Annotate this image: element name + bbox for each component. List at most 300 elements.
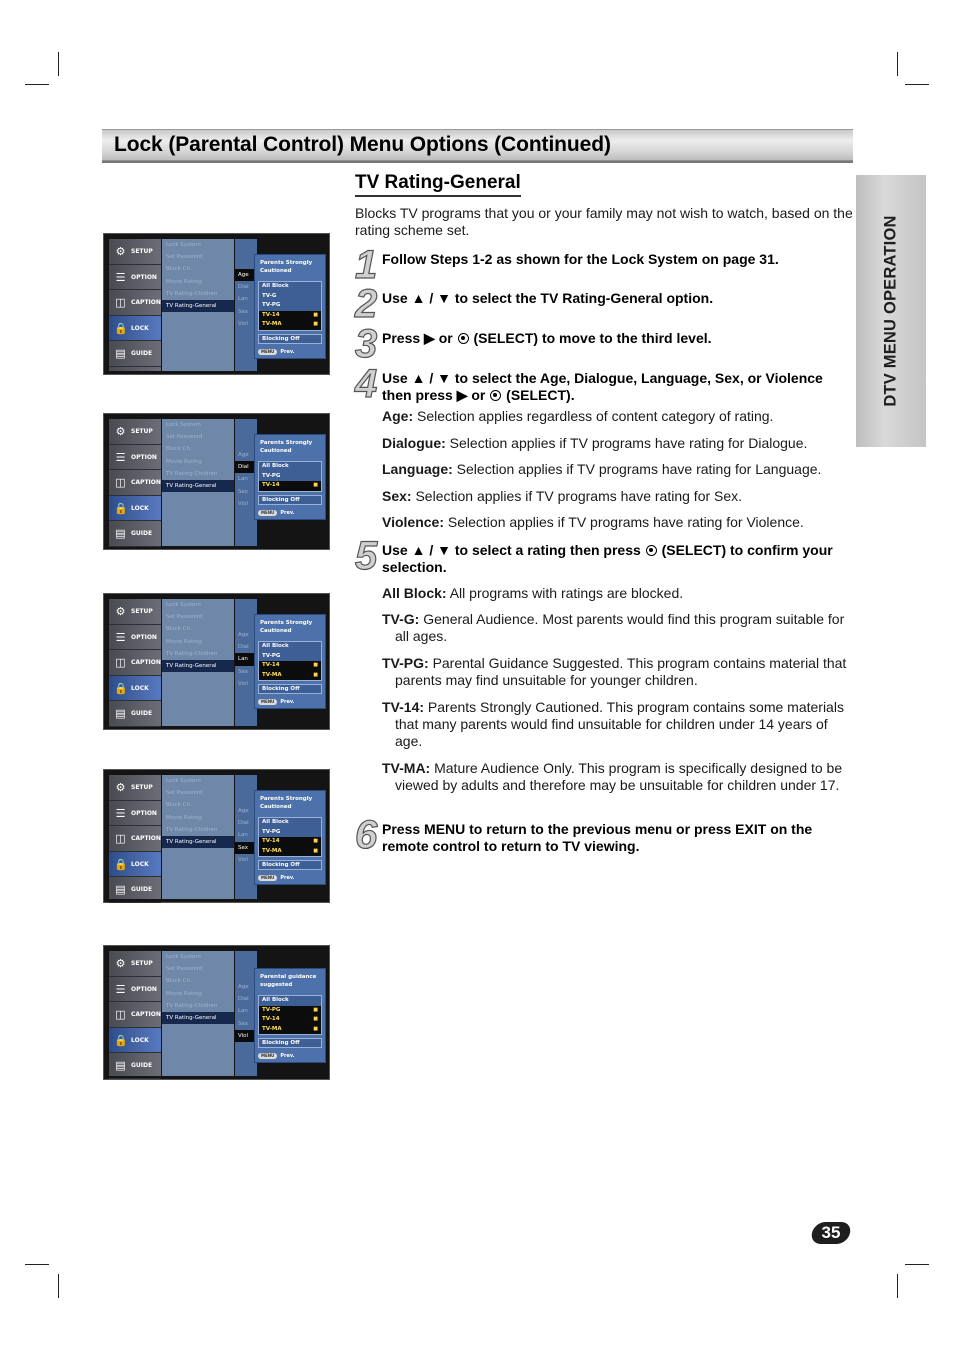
page-number: 35	[821, 1223, 841, 1242]
osd-rating-popup	[254, 434, 326, 520]
osd-menu-label: LOCK	[131, 324, 149, 332]
osd-menu-label: SETUP	[131, 608, 153, 615]
select-button-icon	[646, 545, 657, 556]
osd-list-item: TV Rating-General	[162, 300, 234, 312]
osd-list-item: Movie Rating	[166, 638, 202, 645]
osd-third-item: Sex	[238, 308, 249, 315]
osd-menu-item	[109, 419, 161, 445]
option-icon: ☰	[115, 630, 126, 644]
lock-icon: ■	[313, 838, 318, 844]
step-number: 5	[355, 534, 378, 578]
osd-menu-label: LOCK	[131, 860, 149, 868]
osd-rating-label: TV-14	[262, 482, 280, 488]
lock-icon: ■	[313, 1025, 318, 1032]
osd-rating-label: All Block	[262, 283, 289, 289]
osd-menu-label: OPTION	[131, 273, 157, 281]
osd-third-item: Lan	[235, 653, 257, 665]
right-arrow-icon: ▶	[424, 330, 435, 346]
osd-rating-list	[258, 817, 322, 857]
menu-key-icon: MENU	[258, 699, 277, 705]
osd-prev-label: Prev.	[280, 875, 295, 881]
osd-menu-label: LOCK	[131, 684, 149, 692]
osd-menu-item	[109, 701, 161, 727]
guide-icon: ▤	[115, 347, 126, 360]
osd-menu-item	[109, 676, 161, 702]
setup-icon: ⚙	[115, 425, 126, 438]
lock-icon: ■	[313, 662, 318, 668]
desc: Selection applies if TV programs have rating for Sex.	[415, 488, 743, 504]
osd-menu	[109, 951, 161, 1076]
osd-list-item: TV Rating-General	[162, 480, 234, 492]
osd-blocking-off: Blocking Off	[258, 684, 322, 694]
osd-rating-row	[259, 311, 321, 321]
osd-third-item: Lan	[238, 296, 248, 303]
osd-menu-label: SETUP	[131, 784, 153, 791]
crop-mark	[25, 84, 49, 85]
osd-list-item: Lock System	[166, 602, 201, 608]
osd-rating-label: TV-PG	[262, 828, 281, 835]
step-3	[355, 322, 855, 366]
osd-menu-item	[109, 470, 161, 496]
osd-rating-row	[259, 282, 321, 292]
osd-third-item: Lan	[238, 1008, 248, 1015]
osd-list-item: Movie Rating	[166, 990, 202, 997]
osd-rating-label: TV-MA	[262, 1025, 282, 1032]
osd-third-item: Lan	[238, 476, 248, 483]
desc: Selection applies regardless of content category of rating.	[417, 408, 774, 424]
page-number-badge	[810, 1222, 853, 1244]
title-underline	[102, 161, 853, 163]
step-1	[355, 243, 855, 287]
osd-list-item: Movie Rating	[166, 278, 202, 285]
step-text-part: (SELECT).	[506, 387, 575, 403]
osd-menu-label: OPTION	[131, 453, 157, 461]
crop-mark	[58, 52, 59, 76]
osd-third-item: Viol	[235, 1030, 257, 1042]
step-text	[382, 370, 855, 404]
rating-all-block	[382, 585, 852, 602]
osd-third-item: Sex	[238, 1020, 249, 1027]
step-text-part: Use ▲ / ▼ to select a rating then press	[382, 542, 641, 558]
osd-blocking-off: Blocking Off	[258, 334, 322, 344]
osd-menu-label: SETUP	[131, 248, 153, 255]
osd-third-item: Age	[238, 984, 249, 990]
category-language	[382, 461, 852, 478]
osd-third-item: Sex	[235, 842, 257, 854]
rating-tv-g	[382, 611, 852, 645]
osd-popup-caption: Parents Strongly Cautioned	[260, 620, 313, 634]
osd-rating-row	[259, 996, 321, 1006]
osd-list-item: TV Rating-General	[162, 660, 234, 672]
osd-menu-item	[109, 239, 161, 265]
osd-list-item: TV Rating-Children	[166, 290, 218, 297]
category-dialogue	[382, 435, 852, 452]
crop-mark	[58, 1274, 59, 1298]
osd-menu-label: OPTION	[131, 985, 157, 993]
term: Dialogue:	[382, 435, 446, 451]
osd-third-item: Dial	[235, 461, 257, 473]
osd-menu-item	[109, 951, 161, 977]
osd-third-item: Viol	[238, 500, 249, 507]
osd-rating-label: TV-PG	[262, 1006, 281, 1013]
osd-list-item: Set Password	[166, 254, 203, 261]
guide-icon: ▤	[115, 527, 126, 540]
osd-menu-label: LOCK	[131, 1036, 149, 1044]
setup-icon: ⚙	[115, 245, 126, 258]
osd-rating-row	[259, 301, 321, 311]
osd-third-item: Age	[235, 269, 257, 281]
osd-menu-label: LOCK	[131, 504, 149, 512]
rating-tv-ma	[382, 760, 852, 794]
step-number: 6	[355, 813, 378, 857]
osd-menu-item	[109, 801, 161, 827]
option-icon: ☰	[115, 806, 126, 820]
caption-icon: ◫	[115, 1008, 126, 1021]
osd-menu-item	[109, 265, 161, 291]
term: All Block:	[382, 585, 447, 601]
osd-list-item: Movie Rating	[166, 814, 202, 821]
osd-list-item: TV Rating-General	[162, 836, 234, 848]
osd-list-item: Set Password	[166, 790, 203, 797]
side-tab-label: DTV MENU OPERATION	[881, 215, 900, 407]
osd-menu	[109, 419, 161, 546]
osd-rating-popup	[254, 614, 326, 709]
osd-prev-hint	[258, 699, 322, 705]
caption-icon: ◫	[115, 656, 126, 669]
osd-rating-row	[259, 481, 321, 491]
osd-rating-label: All Block	[262, 819, 289, 825]
lock-icon: 🔒	[114, 1033, 128, 1047]
osd-prev-hint	[258, 510, 322, 516]
osd-rating-popup	[254, 790, 326, 885]
osd-list-item: TV Rating-Children	[166, 826, 218, 833]
osd-rating-row	[259, 1025, 321, 1035]
osd-rating-row	[259, 1015, 321, 1025]
osd-screenshot	[103, 413, 330, 550]
step-text: Follow Steps 1-2 as shown for the Lock System on page 31.	[382, 251, 779, 267]
osd-rating-list	[258, 461, 322, 492]
term: Language:	[382, 461, 453, 477]
osd-screenshot	[103, 945, 330, 1080]
guide-icon: ▤	[115, 883, 126, 896]
osd-menu-label: SETUP	[131, 428, 153, 435]
osd-rating-label: TV-14	[262, 1016, 280, 1022]
osd-prev-label: Prev.	[280, 1053, 295, 1059]
crop-mark	[897, 52, 898, 76]
lock-icon: 🔒	[114, 321, 128, 335]
option-icon: ☰	[115, 270, 126, 284]
desc: General Audience. Most parents would find this program suitable for all ages.	[395, 611, 845, 644]
osd-rating-row	[259, 292, 321, 302]
osd-rating-row	[259, 671, 321, 681]
lock-icon: ■	[313, 311, 318, 318]
osd-rating-label: TV-PG	[262, 472, 281, 479]
step-number: 2	[355, 282, 378, 326]
osd-popup-caption: Parental guidance suggested	[260, 974, 317, 988]
osd-menu-label: GUIDE	[131, 1062, 153, 1069]
option-icon: ☰	[115, 450, 126, 464]
osd-list-item: Block Ch.	[166, 266, 192, 273]
osd-blocking-off: Blocking Off	[258, 860, 322, 870]
desc: Selection applies if TV programs have rating for Violence.	[447, 514, 804, 530]
osd-menu-label: SETUP	[131, 960, 153, 967]
osd-menu	[109, 775, 161, 899]
lock-icon: ■	[313, 1006, 318, 1013]
osd-list-item: Block Ch.	[166, 978, 192, 985]
osd-list-item: TV Rating-Children	[166, 650, 218, 657]
osd-menu-label: CAPTION	[131, 1011, 161, 1018]
osd-list-item: Movie Rating	[166, 458, 202, 465]
step-text-part: or	[471, 387, 486, 403]
osd-menu-item	[109, 316, 161, 342]
step-2	[355, 282, 855, 326]
osd-rating-list	[258, 641, 322, 681]
category-violence	[382, 514, 852, 531]
lock-icon: 🔒	[114, 857, 128, 871]
osd-menu-item	[109, 1002, 161, 1028]
osd-list-item: Lock System	[166, 778, 201, 784]
osd-blocking-off: Blocking Off	[258, 1038, 322, 1048]
osd-rating-label: TV-G	[262, 292, 277, 299]
osd-menu-item	[109, 496, 161, 522]
step-number: 3	[355, 322, 378, 366]
osd-rating-label: TV-MA	[262, 321, 282, 327]
lock-icon: ■	[313, 321, 318, 327]
setup-icon: ⚙	[115, 957, 126, 970]
setup-icon: ⚙	[115, 781, 126, 794]
osd-prev-label: Prev.	[280, 699, 295, 705]
osd-list	[162, 239, 234, 371]
desc: All programs with ratings are blocked.	[449, 585, 684, 601]
osd-menu-label: CAPTION	[131, 299, 161, 306]
menu-key-icon: MENU	[258, 510, 277, 516]
osd-menu-item	[109, 625, 161, 651]
osd-rating-label: TV-MA	[262, 847, 282, 854]
osd-rating-row	[259, 320, 321, 330]
osd-menu-item	[109, 599, 161, 625]
setup-icon: ⚙	[115, 605, 126, 618]
lock-icon: 🔒	[114, 501, 128, 515]
osd-menu	[109, 239, 161, 371]
osd-rating-row	[259, 818, 321, 828]
crop-mark	[905, 84, 929, 85]
step-text-part: Use ▲ / ▼ to select the Age, Dialogue, Language, Sex, or Violence then press	[382, 370, 823, 403]
osd-rating-row	[259, 661, 321, 671]
rating-tv-14	[382, 699, 852, 750]
osd-list-item: Set Password	[166, 966, 203, 973]
rating-tv-pg	[382, 655, 852, 689]
caption-icon: ◫	[115, 296, 126, 309]
osd-rating-label: All Block	[262, 463, 289, 469]
caption-icon: ◫	[115, 476, 126, 489]
osd-rating-row	[259, 472, 321, 482]
osd-third-item: Viol	[238, 320, 249, 327]
osd-menu-label: CAPTION	[131, 479, 161, 486]
osd-menu-item	[109, 877, 161, 903]
guide-icon: ▤	[115, 1059, 126, 1072]
right-arrow-icon: ▶	[456, 387, 468, 403]
term: TV-PG:	[382, 655, 429, 671]
osd-menu-item	[109, 341, 161, 367]
osd-menu-item	[109, 977, 161, 1003]
term: TV-MA:	[382, 760, 431, 776]
osd-rating-row	[259, 462, 321, 472]
desc: Selection applies if TV programs have rating for Language.	[456, 461, 822, 477]
osd-list-item: Block Ch.	[166, 446, 192, 453]
osd-list-item: Lock System	[166, 422, 201, 428]
osd-rating-list	[258, 281, 322, 331]
osd-list-item: Set Password	[166, 614, 203, 621]
osd-rating-label: TV-14	[262, 838, 280, 844]
osd-rating-row	[259, 837, 321, 847]
osd-rating-row	[259, 652, 321, 662]
menu-key-icon: MENU	[258, 875, 277, 881]
osd-rating-row	[259, 642, 321, 652]
osd-rating-list	[258, 995, 322, 1035]
osd-list	[162, 419, 234, 546]
osd-menu-label: CAPTION	[131, 659, 161, 666]
osd-third-item: Age	[238, 808, 249, 814]
osd-third-item: Sex	[238, 488, 249, 495]
osd-rating-label: TV-14	[262, 662, 280, 668]
term: Violence:	[382, 514, 444, 530]
step-5	[355, 534, 855, 578]
osd-screenshot	[103, 233, 330, 375]
osd-list-item: TV Rating-General	[162, 1012, 234, 1024]
osd-rating-row	[259, 847, 321, 857]
osd-rating-popup	[254, 254, 326, 359]
osd-popup-caption: Parents Strongly Cautioned	[260, 440, 313, 454]
lock-icon: 🔒	[114, 681, 128, 695]
desc: Parental Guidance Suggested. This program contains material that parents may find unsuitable for younger children.	[395, 655, 847, 688]
osd-rating-label: All Block	[262, 643, 289, 649]
osd-menu-label: GUIDE	[131, 886, 153, 893]
osd-rating-row	[259, 828, 321, 838]
step-number: 4	[355, 362, 378, 406]
osd-menu-item	[109, 650, 161, 676]
osd-screenshot	[103, 593, 330, 730]
option-icon: ☰	[115, 982, 126, 996]
osd-menu-item	[109, 445, 161, 471]
step-text	[382, 542, 855, 576]
term: TV-G:	[382, 611, 420, 627]
crop-mark	[905, 1264, 929, 1265]
osd-list-item: Block Ch.	[166, 802, 192, 809]
side-section-tab	[856, 175, 926, 447]
osd-rating-label: TV-MA	[262, 671, 282, 678]
page-title: Lock (Parental Control) Menu Options (Continued)	[114, 133, 611, 156]
osd-rating-label: TV-14	[262, 311, 280, 318]
caption-icon: ◫	[115, 832, 126, 845]
step-text	[382, 330, 855, 347]
osd-rating-label: TV-PG	[262, 302, 281, 308]
osd-third-item: Lan	[238, 832, 248, 839]
term: Sex:	[382, 488, 412, 504]
osd-menu-label: GUIDE	[131, 350, 153, 357]
step-text: Use ▲ / ▼ to select the TV Rating-General option.	[382, 290, 714, 306]
osd-prev-hint	[258, 875, 322, 881]
osd-prev-hint	[258, 1053, 322, 1059]
osd-blocking-off: Blocking Off	[258, 495, 322, 505]
osd-popup-caption: Parents Strongly Cautioned	[260, 260, 313, 274]
osd-third-item: Dial	[238, 996, 249, 1003]
desc: Selection applies if TV programs have rating for Dialogue.	[449, 435, 808, 451]
menu-key-icon: MENU	[258, 1053, 277, 1059]
osd-rating-popup	[254, 968, 326, 1063]
step-text-part: or	[438, 330, 453, 346]
select-button-icon	[490, 390, 501, 401]
osd-third-item: Dial	[238, 820, 249, 827]
osd-list	[162, 951, 234, 1076]
osd-menu-label: OPTION	[131, 809, 157, 817]
osd-third-item: Age	[238, 452, 249, 458]
osd-menu-item	[109, 852, 161, 878]
osd-menu-label: GUIDE	[131, 530, 153, 537]
osd-third-item: Viol	[238, 856, 249, 863]
lock-icon: ■	[313, 671, 318, 678]
osd-prev-label: Prev.	[280, 509, 295, 516]
osd-rating-row	[259, 1006, 321, 1016]
lock-icon: ■	[313, 482, 318, 488]
term: Age:	[382, 408, 414, 424]
category-sex	[382, 488, 852, 505]
osd-menu-label: CAPTION	[131, 835, 161, 842]
osd-menu-label: OPTION	[131, 633, 157, 641]
desc: Mature Audience Only. This program is specifically designed to be viewed by adults and therefore may be unsuitable for children under 17.	[395, 760, 843, 793]
step-text-part: Press	[382, 330, 421, 346]
step-text: Press MENU to return to the previous menu or press EXIT on the remote control to return to TV viewing.	[382, 821, 813, 854]
menu-key-icon: MENU	[258, 349, 277, 355]
step-6	[355, 813, 855, 857]
osd-list-item: Set Password	[166, 434, 203, 441]
osd-menu-item	[109, 826, 161, 852]
osd-list-item: Lock System	[166, 954, 201, 960]
osd-list-item: Lock System	[166, 242, 201, 248]
step-number: 1	[355, 243, 378, 287]
osd-menu-item	[109, 1053, 161, 1079]
osd-menu-item	[109, 521, 161, 547]
osd-menu-label: GUIDE	[131, 710, 153, 717]
osd-third-item: Age	[238, 632, 249, 638]
step-4	[355, 362, 855, 406]
guide-icon: ▤	[115, 707, 126, 720]
category-age	[382, 408, 852, 425]
step-text-part: (SELECT) to confirm your selection.	[382, 542, 833, 575]
osd-rating-label: All Block	[262, 997, 289, 1003]
desc: Parents Strongly Cautioned. This program contains some materials that many parents would find unsuitable for children under 14 years of age.	[395, 699, 844, 749]
step-text-part: (SELECT) to move to the third level.	[473, 330, 712, 346]
crop-mark	[25, 1264, 49, 1265]
osd-rating-label: TV-PG	[262, 652, 281, 659]
osd-menu-item	[109, 1028, 161, 1054]
osd-prev-hint	[258, 349, 322, 355]
osd-prev-label: Prev.	[280, 348, 295, 355]
lock-icon: ■	[313, 1016, 318, 1022]
osd-popup-caption: Parents Strongly Cautioned	[260, 796, 313, 810]
title-bar	[102, 129, 853, 161]
crop-mark	[897, 1274, 898, 1298]
osd-list	[162, 599, 234, 726]
intro-paragraph: Blocks TV programs that you or your family may not wish to watch, based on the rating scheme set.	[355, 205, 853, 238]
osd-menu-item	[109, 290, 161, 316]
osd-third-item: Dial	[238, 284, 249, 291]
osd-list-item: TV Rating-Children	[166, 1002, 218, 1009]
osd-third-item: Viol	[238, 680, 249, 687]
osd-list	[162, 775, 234, 899]
osd-third-item: Sex	[238, 668, 249, 675]
section-heading: TV Rating-General	[355, 172, 521, 197]
osd-menu-item	[109, 775, 161, 801]
